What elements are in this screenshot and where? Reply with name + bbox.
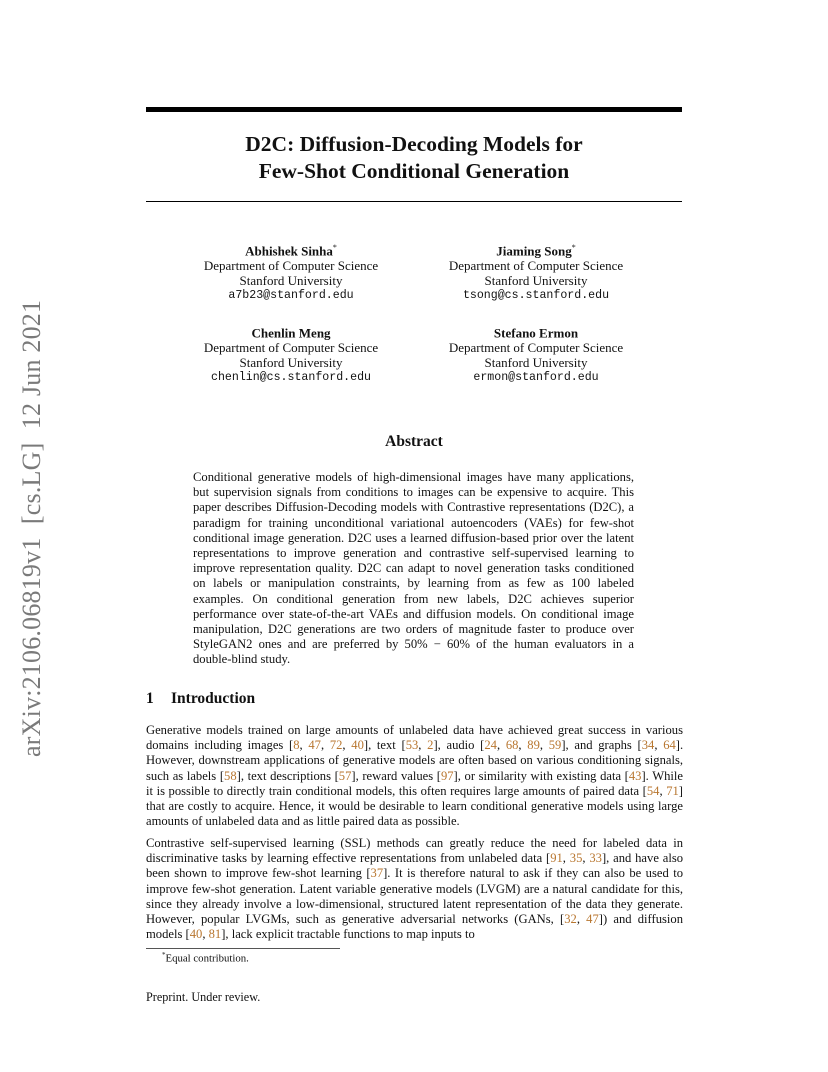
paragraph-text: ]. It is therefore natural to ask if they can also be used to improve few-shot generation. Latent variable generative models (LVGM) are a natural candidate for this, since they already involve a low-dimensional, structured latent representation of the data they generate. However, popular LVGMs, such as generative adversarial networks (GANs, [ (146, 866, 683, 927)
paragraph-text: ]. While it is possible to directly train conditional models, this often requires large amounts of paired data [ (146, 768, 683, 798)
citation-link[interactable]: 64 (663, 738, 676, 753)
paragraph-text: ], text [ (363, 738, 406, 753)
citation-link[interactable]: 97 (440, 768, 454, 783)
author-block (416, 240, 656, 304)
title-line-1: D2C: Diffusion-Decoding Models for (245, 132, 583, 156)
author-email[interactable]: a7b23@stanford.edu (228, 289, 354, 303)
paragraph-text: ], reward values [ (351, 768, 441, 783)
paragraph-text: , (539, 738, 549, 753)
paragraph-text: ], or similarity with existing data [ (453, 768, 629, 783)
paragraph-text: , (518, 738, 528, 753)
paragraph-text: , (299, 738, 309, 753)
author-dept: Department of Computer Science (448, 258, 624, 274)
author-email[interactable]: chenlin@cs.stanford.edu (210, 371, 372, 385)
paper-title (146, 131, 682, 185)
footnote: *Equal contribution. (162, 951, 249, 965)
author-name: Jiaming Song* (496, 243, 576, 259)
paragraph-text: Contrastive self-supervised learning (SSL) methods can greatly reduce the need for labeled data in discriminative tasks by learning effective representations from unlabeled data [ (146, 836, 683, 866)
intro-paragraph-2 (146, 836, 683, 942)
section-title: Introduction (171, 690, 256, 707)
citation-link[interactable]: 68 (505, 738, 519, 753)
citation-link[interactable]: 53 (405, 738, 419, 753)
paragraph-text: , (418, 738, 428, 753)
citation-link[interactable]: 89 (527, 738, 540, 753)
citation-link[interactable]: 57 (338, 768, 352, 783)
author-name: Chenlin Meng (251, 325, 331, 341)
citation-link[interactable]: 81 (208, 927, 222, 942)
citation-link[interactable]: 40 (351, 738, 364, 753)
citation-link[interactable]: 24 (484, 738, 497, 753)
author-dept: Department of Computer Science (448, 340, 624, 356)
citation-link[interactable]: 72 (329, 738, 343, 753)
title-top-rule (146, 107, 682, 112)
citation-link[interactable]: 47 (308, 738, 321, 753)
paragraph-text: , (320, 738, 330, 753)
author-univ: Stanford University (239, 273, 343, 289)
arxiv-identifier: arXiv:2106.06819v1 [cs.LG] 12 Jun 2021 (17, 299, 46, 757)
paragraph-text: ], text descriptions [ (236, 768, 339, 783)
title-bottom-rule (146, 201, 682, 202)
author-block (416, 322, 656, 386)
citation-link[interactable]: 54 (646, 783, 660, 798)
citation-link[interactable]: 40 (189, 927, 203, 942)
citation-link[interactable]: 2 (427, 738, 434, 753)
citation-link[interactable]: 47 (586, 912, 599, 927)
intro-paragraph-1 (146, 723, 683, 829)
paragraph-text: ], lack explicit tractable functions to map inputs to (221, 927, 475, 942)
section-heading (146, 690, 255, 708)
section-number: 1 (146, 690, 154, 707)
paragraph-text: , (582, 851, 590, 866)
citation-link[interactable]: 43 (628, 768, 642, 783)
footnote-rule (146, 948, 340, 949)
paragraph-text: ], audio [ (433, 738, 485, 753)
author-univ: Stanford University (239, 355, 343, 371)
citation-link[interactable]: 37 (370, 866, 384, 881)
citation-link[interactable]: 35 (569, 851, 583, 866)
citation-link[interactable]: 8 (293, 738, 300, 753)
author-name: Abhishek Sinha* (245, 243, 337, 259)
paragraph-text: , (654, 738, 664, 753)
author-name: Stefano Ermon (493, 325, 579, 341)
abstract-text: Conditional generative models of high-dimensional images have many applications, but supervision signals from conditions to images can be expensive to acquire. This paper describes Diffusion-Decoding models with Contrastive representations (D2C), a paradigm for training unconditional variational autoencoders (VAEs) for few-shot conditional image generation. D2C uses a learned diffusion-based prior over the latent representations to improve generation and contrastive self-supervised learning to improve representation quality. D2C can adapt to novel generation tasks conditioned on labels or manipulation constraints, by learning from as few as 100 labeled examples. On conditional generation from new labels, D2C achieves superior performance over state-of-the-art VAEs and diffusion models. On conditional image manipulation, D2C generations are two orders of magnitude faster to produce over StyleGAN2 ones and are preferred by 50% − 60% of the human evaluators in a double-blind study. (193, 470, 634, 667)
author-dept: Department of Computer Science (203, 258, 379, 274)
author-dept: Department of Computer Science (203, 340, 379, 356)
paragraph-text: ], and graphs [ (561, 738, 642, 753)
paragraph-text: , (496, 738, 506, 753)
paragraph-text: ]) and diffusion models [ (146, 912, 683, 942)
citation-link[interactable]: 71 (666, 783, 679, 798)
author-univ: Stanford University (484, 355, 588, 371)
paragraph-text: , (562, 851, 570, 866)
author-email[interactable]: ermon@stanford.edu (473, 371, 599, 385)
author-block (171, 240, 411, 304)
citation-link[interactable]: 32 (564, 912, 577, 927)
paragraph-text: Generative models trained on large amounts of unlabeled data have achieved great success in various domains including images [ (146, 723, 683, 753)
preprint-notice: Preprint. Under review. (146, 990, 261, 1004)
citation-link[interactable]: 33 (589, 851, 602, 866)
paragraph-text: , (202, 927, 209, 942)
paragraph-text: ], and have also been shown to improve few-shot learning [ (146, 851, 684, 881)
paragraph-text: , (342, 738, 352, 753)
citation-link[interactable]: 34 (641, 738, 655, 753)
abstract-heading: Abstract (385, 433, 443, 450)
paragraph-text: , (576, 912, 587, 927)
citation-link[interactable]: 59 (548, 738, 562, 753)
author-block (171, 322, 411, 386)
author-univ: Stanford University (484, 273, 588, 289)
citation-link[interactable]: 58 (224, 768, 237, 783)
author-email[interactable]: tsong@cs.stanford.edu (462, 289, 610, 303)
paragraph-text: ] that are costly to acquire. Hence, it would be desirable to learn conditional generative models using large amounts of unlabeled data and as little paired data as possible. (146, 783, 683, 829)
citation-link[interactable]: 91 (550, 851, 563, 866)
title-line-2: Few-Shot Conditional Generation (258, 159, 570, 183)
paragraph-text: ]. However, downstream applications of generative models are often based on various conditioning signals, such as labels [ (146, 738, 684, 783)
paragraph-text: , (659, 783, 667, 798)
